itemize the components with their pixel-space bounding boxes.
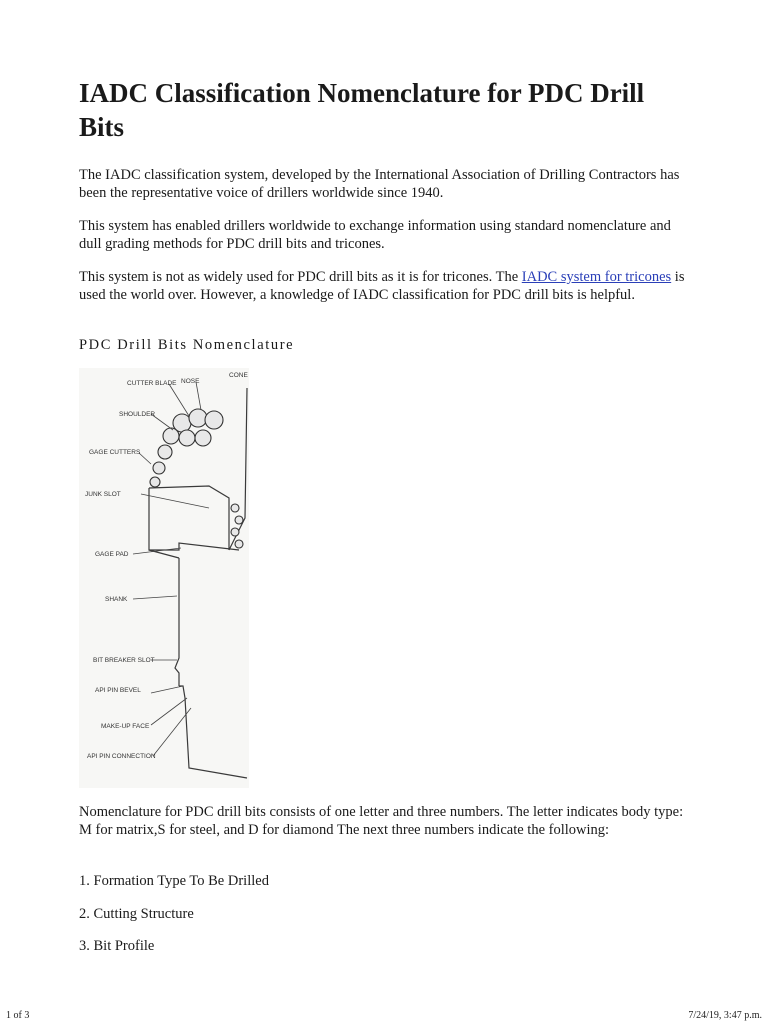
pdc-bit-svg (79, 368, 249, 788)
label-api-pin-connection: API PIN CONNECTION (87, 753, 156, 760)
intro-paragraph: The IADC classification system, developed by the International Association of Drilling Contractors has been the representative voice of drillers worldwide since 1940. (79, 167, 680, 201)
cutter (231, 504, 239, 512)
list-item-formation: 1. Formation Type To Be Drilled (79, 873, 269, 889)
label-bit-breaker-slot: BIT BREAKER SLOT (93, 657, 155, 664)
label-gage-cutters: GAGE CUTTERS (89, 449, 141, 456)
iadc-tricones-link[interactable]: IADC system for tricones (521, 269, 672, 285)
cutter (163, 428, 179, 444)
cutter (195, 430, 211, 446)
label-cone: CONE (229, 372, 248, 379)
label-make-up-face: MAKE-UP FACE (101, 723, 150, 730)
cutter (189, 409, 207, 427)
label-shank: SHANK (105, 596, 128, 603)
cutter (235, 516, 243, 524)
cutter (158, 445, 172, 459)
list-item-cutting: 2. Cutting Structure (79, 906, 194, 922)
label-shoulder: SHOULDER (119, 411, 156, 418)
label-api-pin-bevel: API PIN BEVEL (95, 687, 141, 694)
section-heading: PDC Drill Bits Nomenclature (79, 337, 295, 353)
pdc-bit-diagram (79, 368, 249, 788)
print-timestamp: 7/24/19, 3:47 p.m. (688, 1010, 762, 1021)
cutter (205, 411, 223, 429)
cutter (153, 462, 165, 474)
cutter (150, 477, 160, 487)
label-nose: NOSE (181, 378, 200, 385)
label-junk-slot: JUNK SLOT (85, 491, 121, 498)
cutter (231, 528, 239, 536)
usage-text-end: is used the world over. However, a knowledge of IADC classification for PDC drill bits is helpful. (79, 269, 685, 303)
nomenclature-paragraph: Nomenclature for PDC drill bits consists of one letter and three numbers. The letter indicates body type: M for matrix,S for steel, and D for diamond The next three numbers indicate the following: (79, 804, 684, 838)
list-item-profile: 3. Bit Profile (79, 938, 155, 954)
label-gage-pad: GAGE PAD (95, 551, 129, 558)
page-title: IADC Classification Nomenclature for PDC Drill Bits (79, 78, 645, 142)
cutter (235, 540, 243, 548)
page-number: 1 of 3 (6, 1010, 30, 1021)
cutter (179, 430, 195, 446)
usage-paragraph (79, 268, 691, 304)
exchange-paragraph: This system has enabled drillers worldwide to exchange information using standard nomenclature and dull grading methods for PDC drill bits and tricones. (79, 218, 671, 252)
label-cutter-blade: CUTTER BLADE (127, 380, 177, 387)
usage-text-start: This system is not as widely used for PDC drill bits as it is for tricones. The (79, 269, 522, 285)
